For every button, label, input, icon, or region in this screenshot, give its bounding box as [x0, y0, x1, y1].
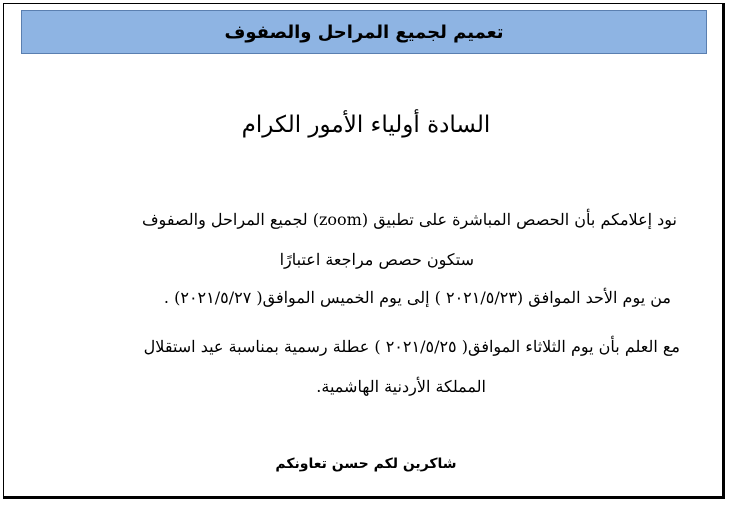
body-line-5: المملكة الأردنية الهاشمية.	[316, 377, 486, 396]
closing-text: شاكرين لكم حسن تعاونكم	[275, 456, 457, 472]
body-line-4: مع العلم بأن يوم الثلاثاء الموافق( ٢٠٢١/٥/٢٥ ) عطلة رسمية بمناسبة عيد استقلال	[143, 337, 680, 356]
header-title: تعميم لجميع المراحل والصفوف	[21, 10, 707, 54]
body-line-2: ستكون حصص مراجعة اعتبارًا	[279, 250, 474, 269]
body-line-1: نود إعلامكم بأن الحصص المباشرة على تطبيق (zoom) لجميع المراحل والصفوف	[141, 210, 677, 229]
body-line-3: من يوم الأحد الموافق (٢٠٢١/٥/٢٣ ) إلى يوم الخميس الموافق( ٢٠٢١/٥/٢٧) .	[163, 288, 671, 307]
salutation: السادة أولياء الأمور الكرام	[241, 112, 491, 138]
